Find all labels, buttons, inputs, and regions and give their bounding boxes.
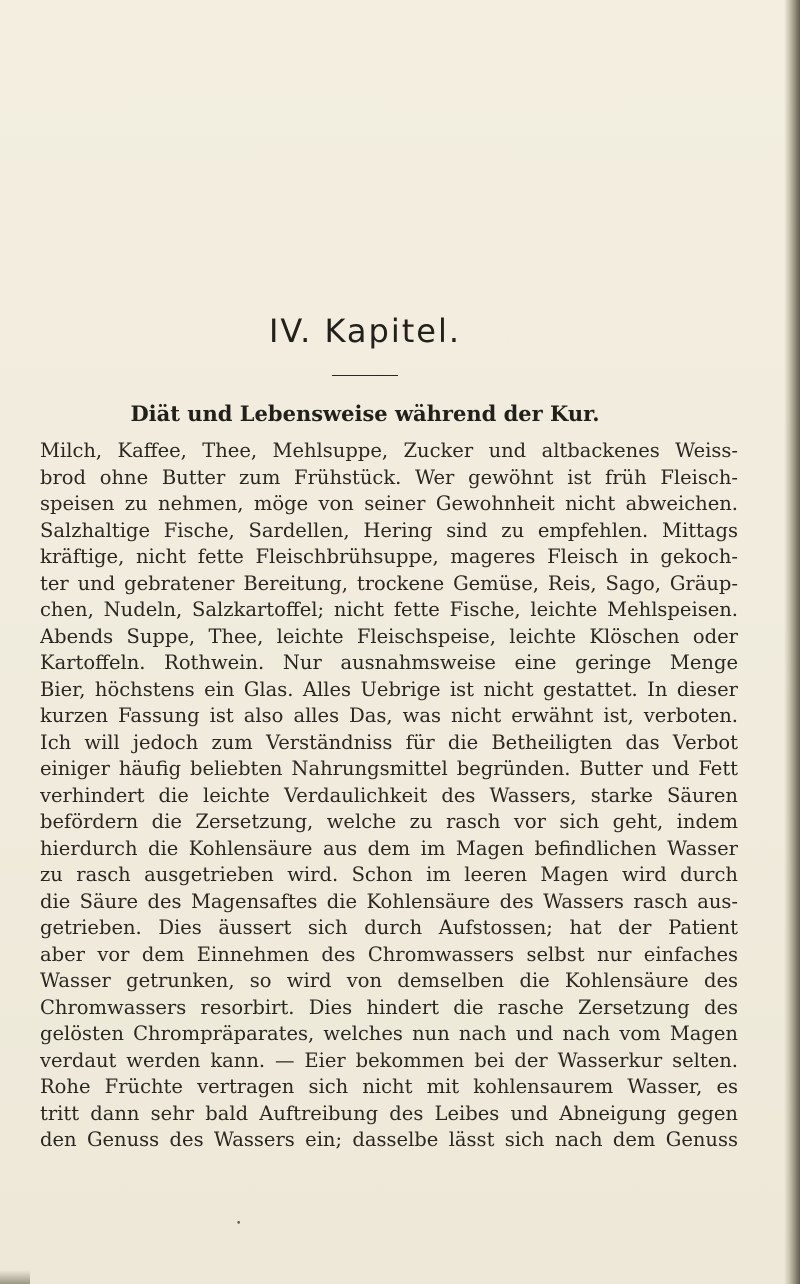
text-line: einiger häufig beliebten Nahrungsmittel begründen. Butter und Fett xyxy=(40,757,738,780)
text-line: speisen zu nehmen, möge von seiner Gewohnheit nicht abweichen. xyxy=(40,492,738,515)
text-line: zu rasch ausgetrieben wird. Schon im leeren Magen wird durch xyxy=(40,863,738,886)
page-edge-shadow xyxy=(784,0,800,1284)
text-line: die Säure des Magensaftes die Kohlensäure des Wassers rasch aus- xyxy=(40,889,738,913)
text-line: Chromwassers resorbirt. Dies hindert die rasche Zersetzung des xyxy=(40,995,738,1019)
text-line: chen, Nudeln, Salzkartoffel; nicht fette Fische, leichte Mehlspeisen. xyxy=(40,598,738,621)
text-line: tritt dann sehr bald Auftreibung des Leibes und Abneigung gegen xyxy=(40,1101,738,1125)
page-corner-shadow xyxy=(0,1270,30,1284)
text-line: kurzen Fassung ist also alles Das, was nicht erwähnt ist, verboten. xyxy=(40,704,738,727)
text-line: ter und gebratener Bereitung, trockene Gemüse, Reis, Sago, Gräup- xyxy=(40,571,738,595)
chapter-heading: IV. Kapitel. xyxy=(268,312,462,350)
text-line: den Genuss des Wassers ein; dasselbe lässt sich nach dem Genuss xyxy=(40,1128,738,1151)
text-line: befördern die Zersetzung, welche zu rasch vor sich geht, indem xyxy=(40,810,738,833)
text-line: aber vor dem Einnehmen des Chromwassers selbst nur einfaches xyxy=(40,942,738,966)
text-line: brod ohne Butter zum Frühstück. Wer gewöhnt ist früh Fleisch- xyxy=(40,465,738,489)
text-line: Salzhaltige Fische, Sardellen, Hering sind zu empfehlen. Mittags xyxy=(40,518,738,542)
body-paragraph xyxy=(40,438,738,1154)
text-line: Kartoffeln. Rothwein. Nur ausnahmsweise eine geringe Menge xyxy=(40,651,738,674)
text-line: Wasser getrunken, so wird von demselben die Kohlensäure des xyxy=(40,969,738,992)
heading-divider xyxy=(332,375,398,376)
text-line: Ich will jedoch zum Verständniss für die Betheiligten das Verbot xyxy=(40,730,738,754)
text-line: verdaut werden kann. — Eier bekommen bei der Wasserkur selten. xyxy=(40,1048,738,1072)
text-line: verhindert die leichte Verdaulichkeit des Wassers, starke Säuren xyxy=(40,783,738,807)
text-line: hierdurch die Kohlensäure aus dem im Magen befindlichen Wasser xyxy=(40,836,738,860)
footer-mark: • xyxy=(236,1219,242,1229)
text-line: Rohe Früchte vertragen sich nicht mit kohlensaurem Wasser, es xyxy=(40,1075,738,1098)
text-line: Bier, höchstens ein Glas. Alles Uebrige ist nicht gestattet. In dieser xyxy=(40,677,738,701)
text-line: kräftige, nicht fette Fleischbrühsuppe, mageres Fleisch in gekoch- xyxy=(40,545,738,568)
text-line: Milch, Kaffee, Thee, Mehlsuppe, Zucker und altbackenes Weiss- xyxy=(40,439,738,462)
text-line: Abends Suppe, Thee, leichte Fleischspeise, leichte Klöschen oder xyxy=(40,624,738,648)
text-line: gelösten Chrompräparates, welches nun nach und nach vom Magen xyxy=(40,1022,738,1045)
chapter-subtitle: Diät und Lebensweise während der Kur. xyxy=(130,401,600,426)
text-line: getrieben. Dies äussert sich durch Aufstossen; hat der Patient xyxy=(40,916,738,939)
